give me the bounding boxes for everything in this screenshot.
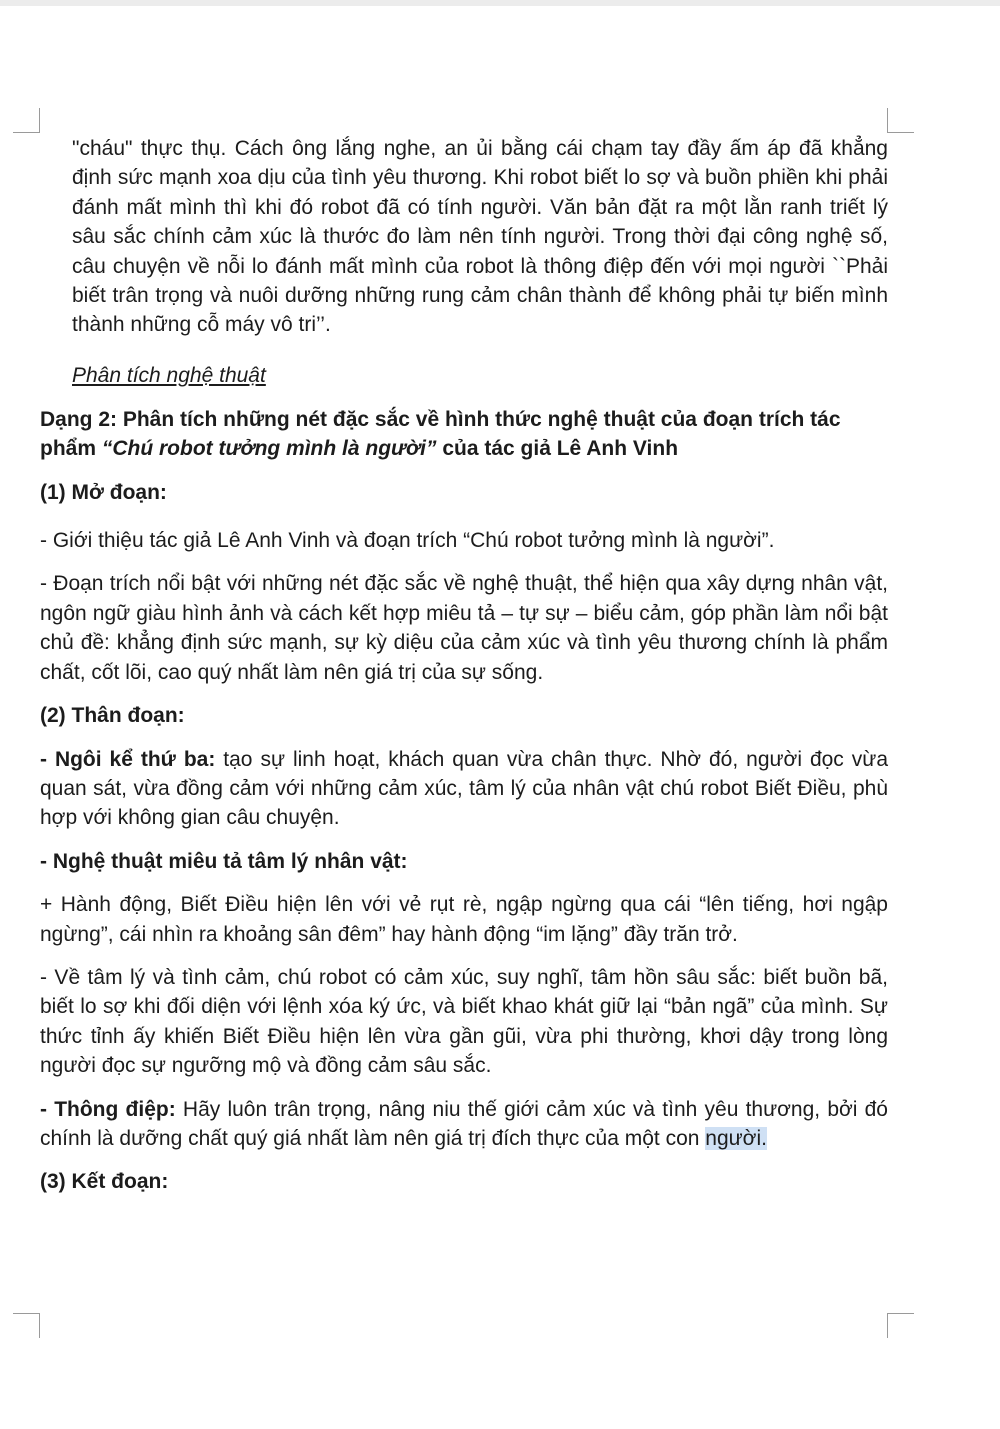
message-text: Hãy luôn trân trọng, nâng niu thế giới cảm xúc và tình yêu thương, bởi đó chính là dưỡng chất quý giá nhất làm nên giá trị đích thực của một con xyxy=(40,1097,888,1150)
part3-heading: (3) Kết đoạn: xyxy=(40,1170,169,1194)
selected-word[interactable]: người. xyxy=(705,1126,767,1150)
document-page xyxy=(40,134,888,1197)
crop-mark-bottom-right xyxy=(887,1313,914,1338)
message-paragraph xyxy=(40,1095,888,1154)
task-heading-work-title: “Chú robot tưởng mình là người” xyxy=(101,437,437,461)
task-heading xyxy=(40,405,888,464)
part1-bullet-summary: - Đoạn trích nổi bật với những nét đặc sắc về nghệ thuật, thể hiện qua xây dựng nhân vật, ngôn ngữ giàu hình ảnh và cách kết hợp miêu tả – tự sự – biểu cảm, góp phần làm nổi bật chủ đề: khẳng định sức mạnh, sự kỳ diệu của cảm xúc và tình yêu thương chính là phẩm chất, cốt lõi, cao quý nhất làm nên giá trị của sự sống. xyxy=(40,572,888,684)
part1-heading: (1) Mở đoạn: xyxy=(40,480,167,504)
crop-mark-top-right xyxy=(887,108,914,133)
narration-label: - Ngôi kể thứ ba: xyxy=(40,747,216,771)
crop-mark-top-left xyxy=(13,108,40,133)
emotion-paragraph: - Về tâm lý và tình cảm, chú robot có cảm xúc, suy nghĩ, tâm hồn sâu sắc: biết buồn bã, biết lo sợ khi đối diện với lệnh xóa ký ức, và biết khao khát giữ lại “bản ngã” của mình. Sự thức tỉnh ấy khiến Biết Điều hiện lên vừa gần gũi, vừa phi thường, khơi dậy trong lòng người đọc sự ngưỡng mộ và đồng cảm sâu sắc. xyxy=(40,965,888,1078)
task-heading-prefix: Dạng 2: Phân tích những nét đặc sắc về hình thức nghệ thuật của đoạn trích tác phẩm xyxy=(40,407,841,461)
part1-bullet-intro: - Giới thiệu tác giả Lê Anh Vinh và đoạn trích “Chú robot tưởng mình là người”. xyxy=(40,529,775,553)
narration-text: tạo sự linh hoạt, khách quan vừa chân thực. Nhờ đó, người đọc vừa quan sát, vừa đồng cảm với những cảm xúc, tâm lý của nhân vật chú robot Biết Điều, phù hợp với không gian câu chuyện. xyxy=(40,747,888,830)
psychology-heading: - Nghệ thuật miêu tả tâm lý nhân vật: xyxy=(40,849,408,873)
section-subheading: Phân tích nghệ thuật xyxy=(72,363,266,387)
continuation-paragraph: "cháu" thực thụ. Cách ông lắng nghe, an ủi bằng cái chạm tay đầy ấm áp đã khẳng định sức mạnh xoa dịu của tình yêu thương. Khi robot biết lo sợ và buồn phiền khi phải đánh mất mình thì khi đó robot đã có tính người. Văn bản đặt ra một lằn ranh triết lý sâu sắc chính cảm xúc là thước đo làm nên tính người. Trong thời đại công nghệ số, câu chuyện về nỗi lo đánh mất mình của robot là thông điệp đến với mọi người ``Phải biết trân trọng và nuôi dưỡng những rung cảm chân thành để không phải tự biến mình thành những cỗ máy vô tri’’. xyxy=(72,137,888,337)
viewer-top-strip xyxy=(0,0,1000,6)
message-label: - Thông điệp: xyxy=(40,1097,176,1121)
task-heading-suffix: của tác giả Lê Anh Vinh xyxy=(436,437,679,461)
part2-heading: (2) Thân đoạn: xyxy=(40,704,185,728)
narration-paragraph xyxy=(40,745,888,833)
crop-mark-bottom-left xyxy=(13,1313,40,1338)
action-paragraph: + Hành động, Biết Điều hiện lên với vẻ rụt rè, ngập ngừng qua cái “lên tiếng, hơi ngập ngừng”, cái nhìn ra khoảng sân đêm” hay hành động “im lặng” đầy trăn trở. xyxy=(40,893,888,946)
